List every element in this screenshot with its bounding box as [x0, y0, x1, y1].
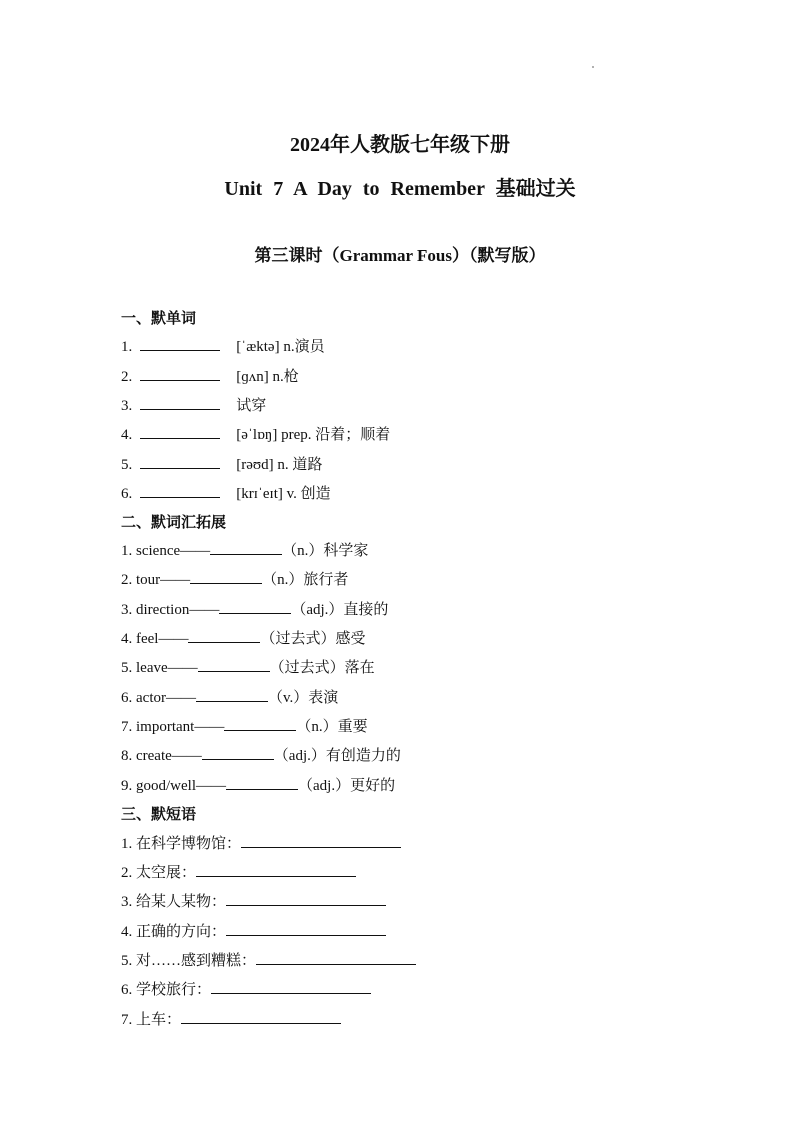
phrase-item — [121, 978, 371, 999]
item-hint: （过去式）落在 — [269, 660, 375, 676]
item-prompt: 正确的方向： — [136, 924, 227, 940]
section-heading-vocab-extension: 二、默词汇拓展 — [121, 515, 227, 531]
answer-blank[interactable] — [140, 366, 220, 381]
item-word: actor—— — [136, 690, 196, 706]
answer-blank[interactable] — [202, 745, 274, 760]
item-number: 2. — [121, 572, 133, 588]
answer-blank[interactable] — [211, 979, 371, 994]
word-item — [121, 394, 266, 415]
answer-blank[interactable] — [140, 395, 220, 410]
item-number: 6. — [121, 690, 133, 706]
answer-blank[interactable] — [226, 775, 298, 790]
item-hint: （n.）重要 — [296, 719, 368, 735]
vocab-item — [121, 656, 375, 677]
word-item — [121, 365, 299, 386]
section-heading-words: 一、默单词 — [121, 311, 197, 327]
answer-blank[interactable] — [140, 424, 220, 439]
item-number: 1. — [121, 543, 133, 559]
word-item — [121, 482, 331, 503]
item-word: create—— — [136, 748, 202, 764]
phrase-item — [121, 920, 386, 941]
item-hint: （adj.）更好的 — [298, 778, 396, 794]
answer-blank[interactable] — [140, 336, 220, 351]
phrase-item — [121, 890, 386, 911]
item-hint: [krɪˈeɪt] v. 创造 — [236, 486, 331, 502]
item-prompt: 给某人某物： — [136, 894, 227, 910]
answer-blank[interactable] — [226, 921, 386, 936]
phrase-item — [121, 949, 416, 970]
document-title: 2024年人教版七年级下册 — [290, 134, 510, 156]
item-prompt: 在科学博物馆： — [136, 836, 242, 852]
answer-blank[interactable] — [219, 599, 291, 614]
vocab-item — [121, 774, 395, 795]
item-number: 6. — [121, 486, 133, 502]
answer-blank[interactable] — [210, 540, 282, 555]
vocab-item — [121, 539, 368, 560]
item-hint: [ˈæktə] n.演员 — [236, 339, 325, 355]
item-prompt: 学校旅行： — [136, 982, 212, 998]
item-hint: （n.）科学家 — [282, 543, 369, 559]
item-number: 3. — [121, 398, 133, 414]
answer-blank[interactable] — [188, 628, 260, 643]
vocab-item — [121, 715, 368, 736]
item-hint: 试穿 — [236, 398, 267, 414]
item-hint: [ɡʌn] n.枪 — [236, 369, 299, 385]
item-number: 4. — [121, 631, 133, 647]
item-number: 2. — [121, 865, 133, 881]
section-heading-phrases: 三、默短语 — [121, 807, 197, 823]
item-word: science—— — [136, 543, 211, 559]
item-number: 7. — [121, 1012, 133, 1028]
item-word: direction—— — [136, 602, 220, 618]
item-number: 6. — [121, 982, 133, 998]
phrase-item — [121, 832, 401, 853]
answer-blank[interactable] — [256, 950, 416, 965]
item-word: feel—— — [136, 631, 189, 647]
item-number: 2. — [121, 369, 133, 385]
word-item — [121, 335, 325, 356]
phrase-item — [121, 861, 356, 882]
item-number: 7. — [121, 719, 133, 735]
item-hint: （adj.）有创造力的 — [273, 748, 401, 764]
item-hint: [əˈlɒŋ] prep. 沿着；顺着 — [236, 427, 391, 443]
word-item — [121, 453, 322, 474]
item-hint: （n.）旅行者 — [262, 572, 349, 588]
item-word: leave—— — [136, 660, 198, 676]
item-number: 5. — [121, 660, 133, 676]
item-number: 5. — [121, 457, 133, 473]
item-number: 4. — [121, 427, 133, 443]
item-hint: （v.）表演 — [267, 690, 339, 706]
item-number: 9. — [121, 778, 133, 794]
answer-blank[interactable] — [224, 716, 296, 731]
word-item — [121, 423, 390, 444]
answer-blank[interactable] — [196, 687, 268, 702]
item-hint: （过去式）感受 — [260, 631, 366, 647]
answer-blank[interactable] — [241, 833, 401, 848]
item-number: 4. — [121, 924, 133, 940]
item-word: good/well—— — [136, 778, 226, 794]
answer-blank[interactable] — [198, 657, 270, 672]
page-speck — [592, 66, 594, 68]
phrase-item — [121, 1008, 341, 1029]
vocab-item — [121, 744, 401, 765]
item-prompt: 对……感到糟糕： — [136, 953, 257, 969]
item-prompt: 上车： — [136, 1012, 182, 1028]
item-word: tour—— — [136, 572, 191, 588]
item-number: 1. — [121, 339, 133, 355]
answer-blank[interactable] — [140, 483, 220, 498]
vocab-item — [121, 686, 338, 707]
document-subtitle: Unit 7 A Day to Remember 基础过关 — [224, 178, 576, 200]
item-number: 1. — [121, 836, 133, 852]
item-number: 5. — [121, 953, 133, 969]
item-number: 3. — [121, 602, 133, 618]
answer-blank[interactable] — [196, 862, 356, 877]
item-number: 8. — [121, 748, 133, 764]
item-hint: [rəʊd] n. 道路 — [236, 457, 323, 473]
answer-blank[interactable] — [140, 454, 220, 469]
item-number: 3. — [121, 894, 133, 910]
vocab-item — [121, 568, 348, 589]
vocab-item — [121, 598, 388, 619]
answer-blank[interactable] — [181, 1009, 341, 1024]
item-word: important—— — [136, 719, 225, 735]
item-prompt: 太空展： — [136, 865, 197, 881]
answer-blank[interactable] — [190, 569, 262, 584]
lesson-title: 第三课时（Grammar Fous）（默写版） — [254, 246, 546, 265]
item-hint: （adj.）直接的 — [291, 602, 389, 618]
answer-blank[interactable] — [226, 891, 386, 906]
vocab-item — [121, 627, 366, 648]
